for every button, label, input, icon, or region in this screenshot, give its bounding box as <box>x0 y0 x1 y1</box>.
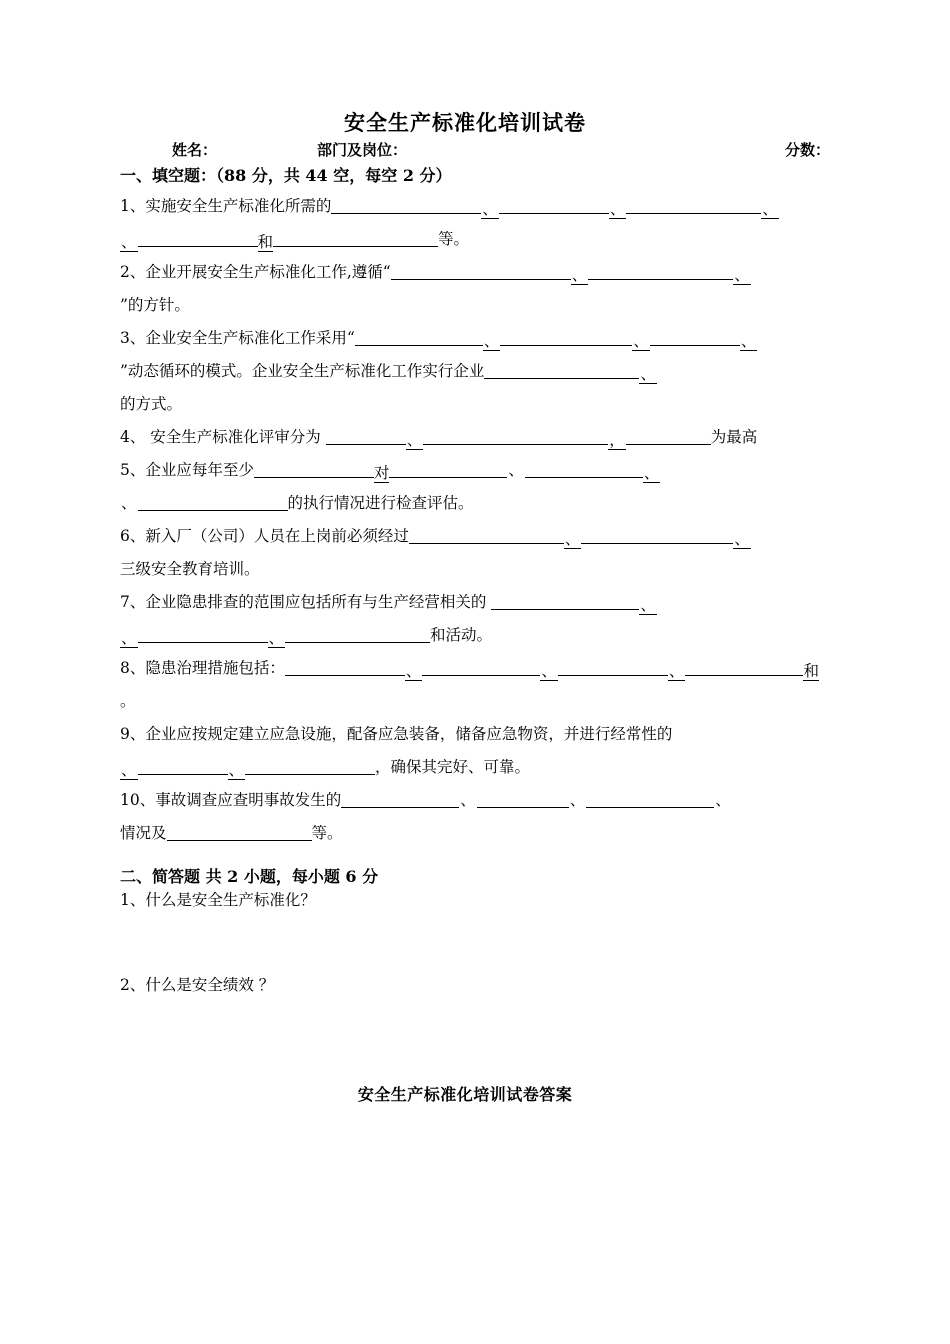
question-8-suffix: 。 <box>120 691 136 710</box>
question-1-text: 实施安全生产标准化所需的 <box>145 196 332 215</box>
separator-dun: 、 <box>268 628 285 647</box>
question-8-number: 8、 <box>120 658 146 677</box>
page-title: 安全生产标准化培训试卷 <box>344 110 586 135</box>
blank-field[interactable] <box>423 427 608 445</box>
blank-field[interactable] <box>326 427 406 445</box>
separator-dun: 、 <box>460 790 476 809</box>
question-10 <box>120 784 840 850</box>
separator-dun: 、 <box>483 331 500 350</box>
blank-field[interactable] <box>254 460 374 478</box>
question-4 <box>120 421 840 454</box>
question-8 <box>120 652 840 718</box>
separator-dun: 、 <box>740 331 757 350</box>
separator-dun: 、 <box>482 199 498 218</box>
blank-field[interactable] <box>138 625 268 643</box>
blank-field[interactable] <box>499 196 609 214</box>
blank-field[interactable] <box>491 592 639 610</box>
blank-field[interactable] <box>138 493 288 511</box>
question-1 <box>120 190 840 256</box>
question-5-number: 5、 <box>120 460 146 479</box>
blank-field[interactable] <box>422 658 540 676</box>
department-label: 部门及岗位： <box>317 141 408 160</box>
blank-field[interactable] <box>245 757 375 775</box>
question-3-number: 3、 <box>120 328 146 347</box>
question-2-number: 2、 <box>120 262 146 281</box>
separator-dun: 、 <box>643 463 660 482</box>
question-7-suffix: 和活动。 <box>430 625 493 644</box>
separator-dun: 、 <box>228 760 245 779</box>
separator-dun: 、 <box>121 232 137 251</box>
question-8-conjunction: 和 <box>803 661 819 680</box>
question-7-text: 企业隐患排查的范围应包括所有与生产经营相关的 <box>145 592 492 611</box>
question-8-text: 隐患治理措施包括： <box>145 658 285 677</box>
blank-field[interactable] <box>477 790 569 808</box>
answer-space-2 <box>120 998 840 1082</box>
answer-space-1 <box>120 912 840 974</box>
separator-dun: 、 <box>406 430 423 449</box>
blank-field[interactable] <box>285 658 405 676</box>
blank-field[interactable] <box>138 757 228 775</box>
question-7-number: 7、 <box>120 592 146 611</box>
question-1-number: 1、 <box>120 196 146 215</box>
separator-dun: 、 <box>734 265 750 284</box>
question-5-conjunction: 对 <box>373 463 390 482</box>
separator-dun: 、 <box>734 529 750 548</box>
short-answer-question-1: 1、什么是安全生产标准化？ <box>120 891 316 910</box>
blank-field[interactable] <box>484 361 639 379</box>
separator-dun: 、 <box>762 199 778 218</box>
blank-field[interactable] <box>500 328 632 346</box>
question-5-text: 企业应每年至少 <box>145 460 254 479</box>
score-label: 分数： <box>784 141 830 160</box>
blank-field[interactable] <box>626 427 711 445</box>
blank-field[interactable] <box>391 262 571 280</box>
blank-field[interactable] <box>626 196 761 214</box>
question-10-text: 事故调查应查明事故发生的 <box>155 790 342 809</box>
separator-comma: ， <box>609 430 625 449</box>
blank-field[interactable] <box>138 229 258 247</box>
blank-field[interactable] <box>331 196 481 214</box>
separator-dun: 、 <box>571 265 588 284</box>
question-3-continuation: ”动态循环的模式。企业安全生产标准化工作实行企业 <box>120 361 485 380</box>
blank-field[interactable] <box>273 229 438 247</box>
question-9 <box>120 718 840 784</box>
separator-dun: 、 <box>121 628 137 647</box>
separator-dun: 、 <box>405 661 422 680</box>
question-10-number: 10、 <box>120 790 156 809</box>
separator-dun: 、 <box>609 199 626 218</box>
blank-field[interactable] <box>581 526 733 544</box>
separator-dun: 、 <box>640 595 656 614</box>
blank-field[interactable] <box>167 823 312 841</box>
separator-dun: 、 <box>121 760 137 779</box>
question-3-text: 企业安全生产标准化工作采用“ <box>145 328 355 347</box>
question-1-conjunction: 和 <box>257 232 274 251</box>
question-10-continuation: 情况及 <box>120 823 167 842</box>
separator-dun: 、 <box>668 661 685 680</box>
blank-field[interactable] <box>525 460 643 478</box>
question-6 <box>120 520 840 586</box>
question-4-number: 4、 <box>120 427 146 446</box>
short-answer-question-2: 2、什么是安全绩效 ？ <box>120 976 275 995</box>
separator-dun: 、 <box>569 790 586 809</box>
question-6-number: 6、 <box>120 526 146 545</box>
question-2-suffix: ”的方针。 <box>120 295 190 314</box>
section-2-heading: 二、简答题 共 2 小题，每小题 6 分 <box>120 866 379 886</box>
blank-field[interactable] <box>558 658 668 676</box>
question-2-text: 企业开展安全生产标准化工作,遵循“ <box>145 262 391 281</box>
question-9-suffix: ，确保其完好、可靠。 <box>375 757 531 776</box>
question-3 <box>120 322 840 421</box>
blank-field[interactable] <box>409 526 564 544</box>
question-9-number: 9、 <box>120 724 146 743</box>
question-5-suffix: 的执行情况进行检查评估。 <box>287 493 474 512</box>
question-5 <box>120 454 840 520</box>
separator-dun: 、 <box>541 661 557 680</box>
separator-dun: 、 <box>633 331 649 350</box>
separator-dun: 、 <box>564 529 581 548</box>
separator-dun: 、 <box>121 493 137 512</box>
separator-dun: 、 <box>715 790 731 809</box>
name-label: 姓名： <box>172 141 218 160</box>
student-meta-row <box>120 139 840 162</box>
blank-field[interactable] <box>586 790 714 808</box>
answer-key-title: 安全生产标准化培训试卷答案 <box>357 1084 573 1104</box>
separator-dun: 、 <box>508 460 524 479</box>
question-6-text: 新入厂（公司）人员在上岗前必须经过 <box>145 526 409 545</box>
blank-field[interactable] <box>685 658 803 676</box>
blank-field[interactable] <box>650 328 740 346</box>
blank-field[interactable] <box>341 790 459 808</box>
blank-field[interactable] <box>588 262 733 280</box>
question-1-suffix: 等。 <box>438 229 470 248</box>
question-4-text: 安全生产标准化评审分为 <box>145 427 326 446</box>
blank-field[interactable] <box>389 460 507 478</box>
question-6-suffix: 三级安全教育培训。 <box>120 559 260 578</box>
question-3-suffix: 的方式。 <box>120 394 183 413</box>
section-1-heading: 一、填空题：（88 分，共 44 空，每空 2 分） <box>120 165 452 185</box>
question-9-text: 企业应按规定建立应急设施，配备应急装备，储备应急物资，并进行经常性的 <box>145 724 673 743</box>
question-2 <box>120 256 840 322</box>
question-7 <box>120 586 840 652</box>
question-4-suffix: 为最高 <box>710 427 758 446</box>
question-10-suffix: 等。 <box>311 823 343 842</box>
blank-field[interactable] <box>355 328 483 346</box>
separator-dun: 、 <box>640 364 656 383</box>
blank-field[interactable] <box>285 625 430 643</box>
